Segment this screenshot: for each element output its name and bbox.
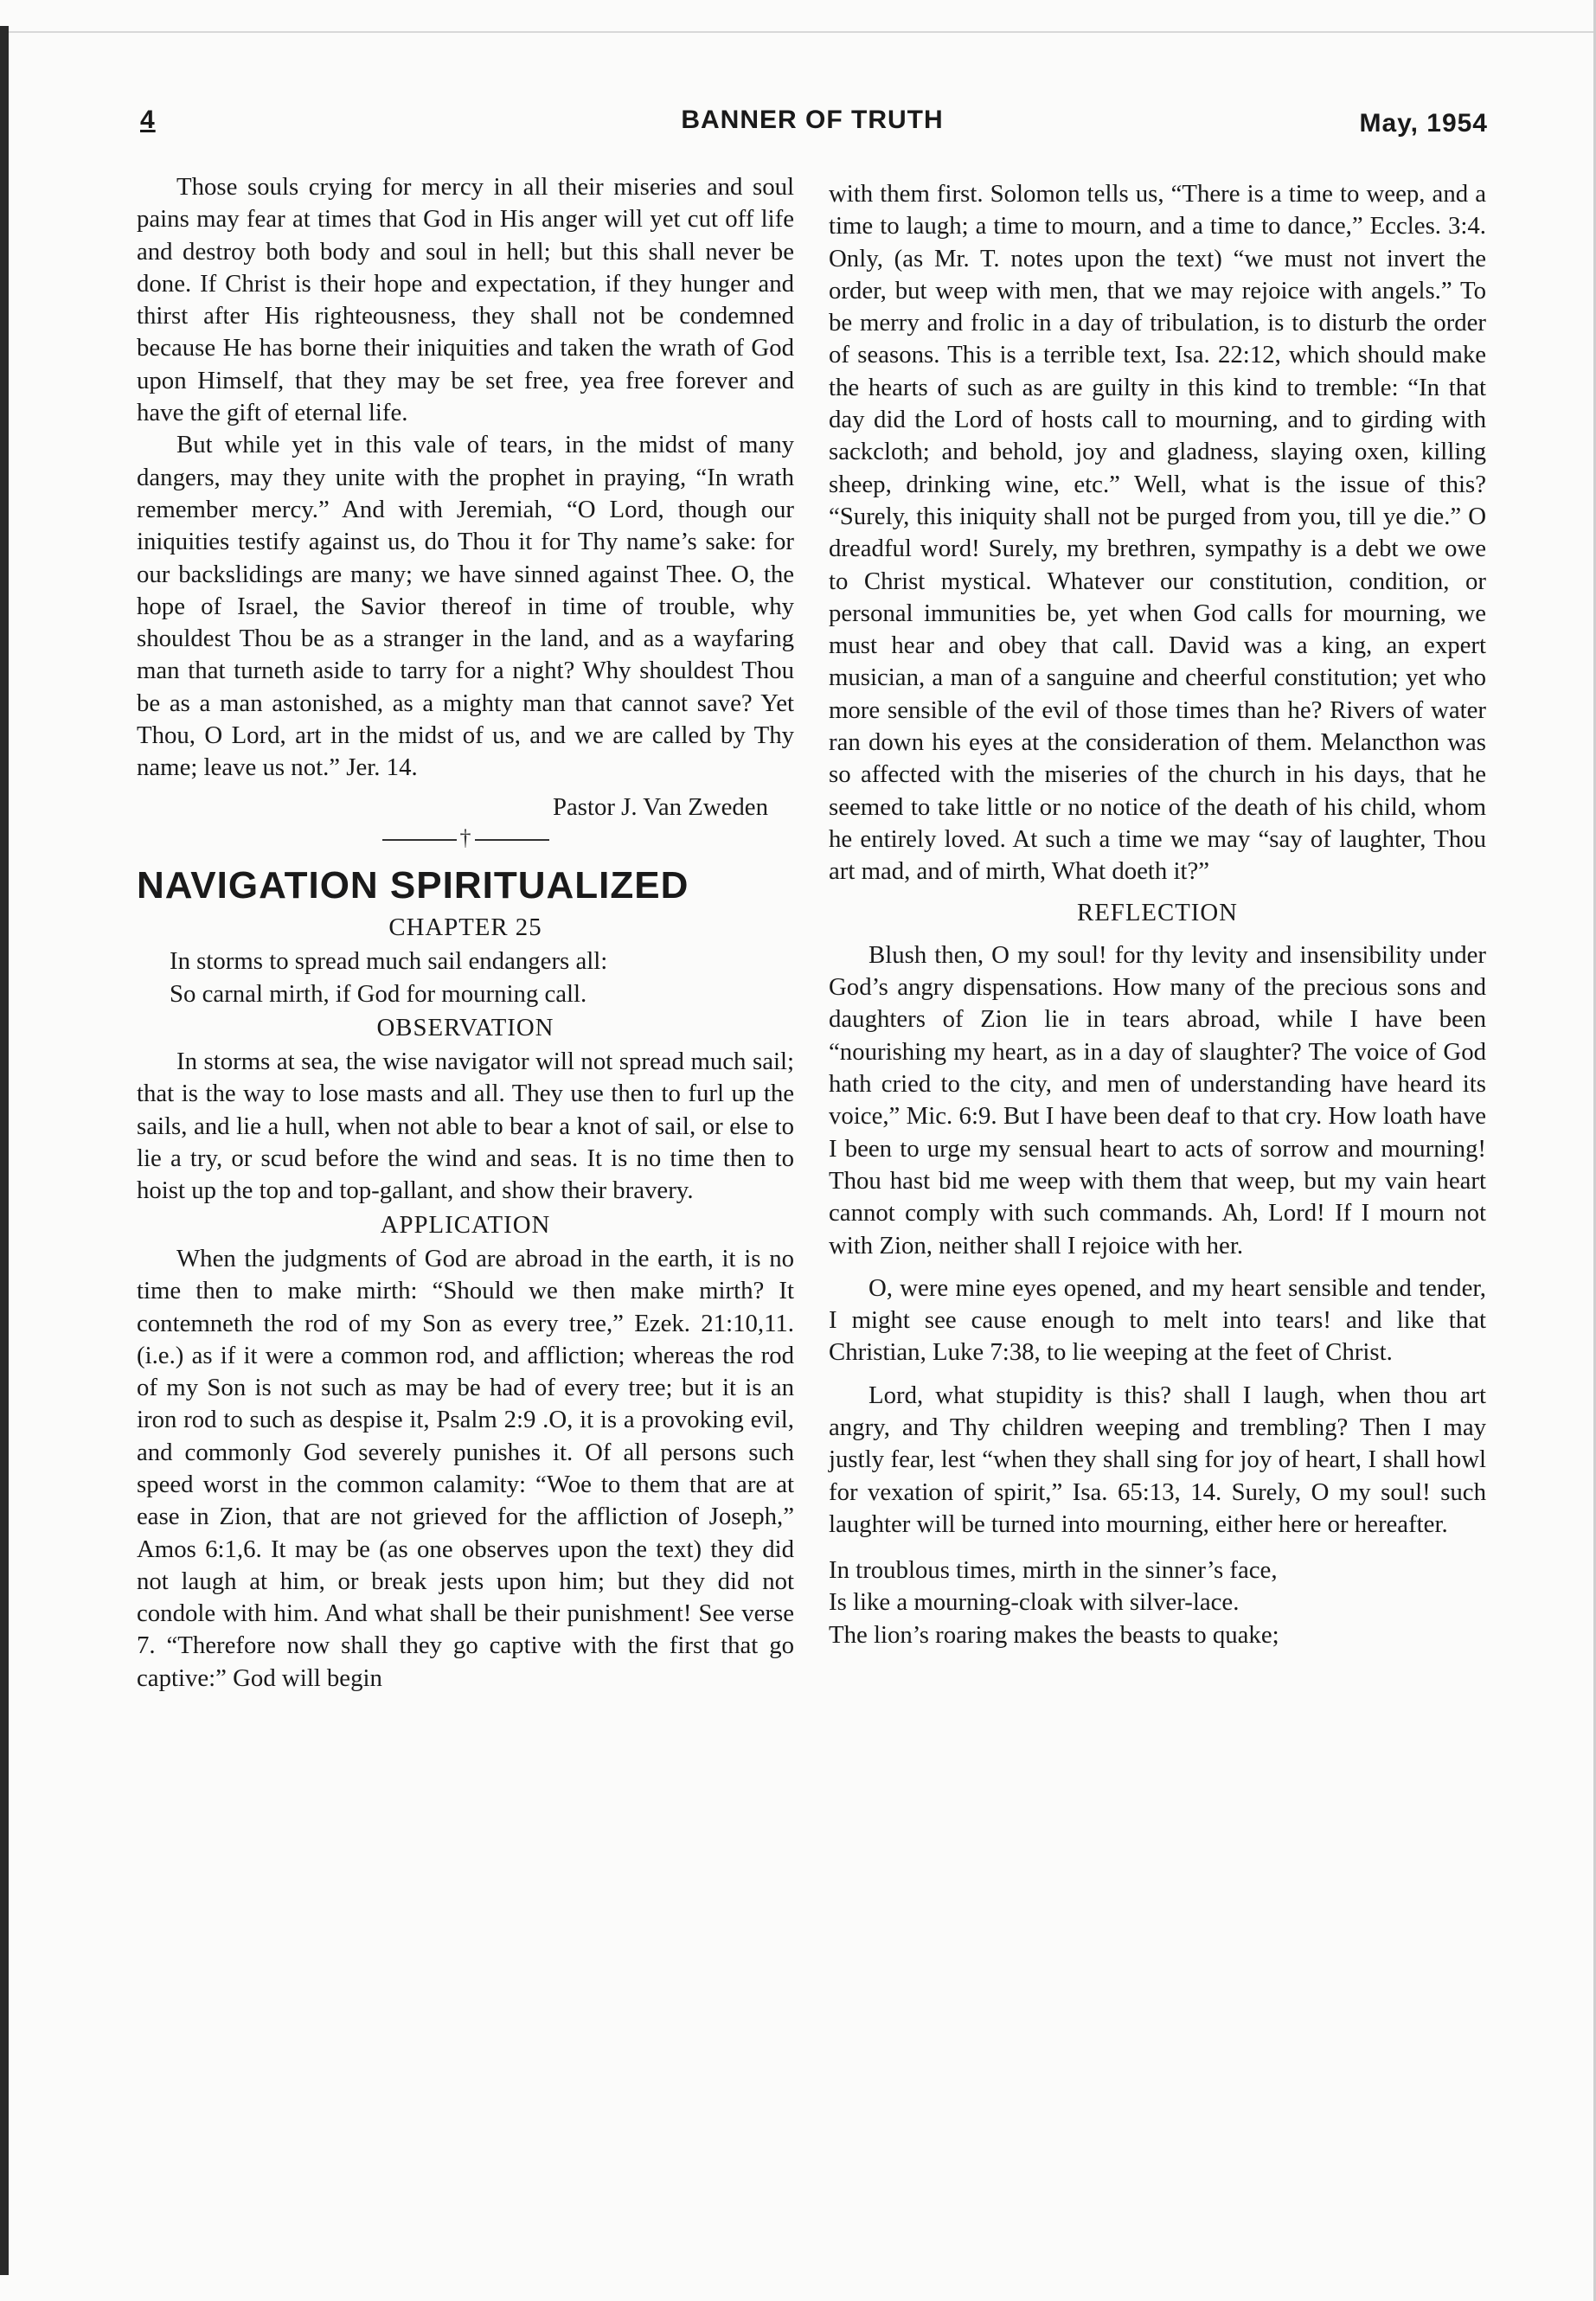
reflection-heading: REFLECTION	[1077, 898, 1238, 926]
closing-poem	[829, 1554, 1486, 1651]
paragraph: O, were mine eyes opened, and my heart sensible and tender, I might see cause enough to melt into tears! and like that Christian, Luke 7:38, to lie weeping at the feet of Christ.	[829, 1273, 1486, 1367]
paragraph: Lord, what stupidity is this? shall I laugh, when thou art angry, and Thy children weeping and trembling? Then I may justly fear, lest “when they shall sing for joy of heart, I shall howl for vexation of spirit,” Isa. 65:13, 14. Surely, O my soul! such laughter will be turned into mourning, either here or hereafter.	[829, 1381, 1486, 1538]
observation-heading: OBSERVATION	[376, 1013, 554, 1042]
paragraph: But while yet in this vale of tears, in the midst of many dangers, may they unite with the prophet in praying, “In wrath remember mercy.” And with Jeremiah, “O Lord, though our iniquities testify against us, do Thou it for Thy name’s sake: for our backslidings are many; we have sinned against Thee. O, the hope of Israel, the Savior thereof in time of trouble, why shouldest Thou be as a stranger in the land, and as a wayfaring man that turneth aside to tarry for a night? Why shouldest Thou be as a man astonished, as a mighty man that cannot save? Yet Thou, O Lord, art in the midst of us, and we are called by Thy name; leave us not.” Jer. 14.	[137, 431, 794, 782]
chapter-verse	[137, 945, 794, 1010]
chapter-heading: CHAPTER 25	[388, 913, 542, 941]
page-number: 4	[140, 106, 156, 134]
running-header	[137, 102, 1488, 140]
verse-line: So carnal mirth, if God for mourning call.	[170, 979, 587, 1008]
divider-rule	[475, 839, 549, 841]
scan-top-edge	[0, 31, 1596, 33]
section-divider	[137, 824, 794, 850]
cross-icon: †	[459, 824, 471, 850]
poem-line: The lion’s roaring makes the beasts to quake;	[829, 1620, 1279, 1649]
application-heading: APPLICATION	[380, 1210, 551, 1239]
divider-rule	[382, 839, 457, 841]
publication-title: BANNER OF TRUTH	[681, 106, 944, 134]
scan-left-edge	[0, 26, 9, 2275]
author-signature: Pastor J. Van Zweden	[552, 792, 768, 821]
page-content	[137, 102, 1488, 2178]
paragraph: When the judgments of God are abroad in the earth, it is no time then to make mirth: “Should we then make mirth? It contemneth the rod of my Son as every tree,” Ezek. 21:10,11. (i.e.) as if it were a common rod, and affliction; whereas the rod of my Son is not such as may be had of every tree; but it is an iron rod to such as despise it, Psalm 2:9 .O, it is a provoking evil, and commonly God severely punishes it. Of all persons such speed worst in the common calamity: “Woe to them that are at ease in Zion, that are not grieved for the affliction of Joseph,” Amos 6:1,6. It may be (as one observes upon the text) they did not laugh at him, or break jests upon him; but they did not condole with him. And what shall be their punishment! See verse 7. “Therefore now shall they go captive with the first that go captive:” God will begin	[137, 1244, 794, 1692]
paragraph: Blush then, O my soul! for thy levity and insensibility under God’s angry dispensations. How many of the precious sons and daughters of Zion lie in tears abroad, while I have been “nourishing my heart, as in a day of slaughter? The voice of God hath cried to the city, and men of understanding have heard its voice,” Mic. 6:9. But I have been deaf to that cry. How loath have I been to urge my sensual heart to acts of sorrow and mourning! Thou hast bid me weep with them that weep, but my vain heart cannot comply with such commands. Ah, Lord! If I mourn not with Zion, neither shall I rejoice with her.	[829, 940, 1486, 1259]
left-column	[137, 171, 794, 1695]
verse-line: In storms to spread much sail endangers all:	[170, 947, 608, 976]
poem-line: In troublous times, mirth in the sinner’s face,	[829, 1556, 1278, 1585]
paragraph: In storms at sea, the wise navigator will not spread much sail; that is the way to lose masts and all. They use then to furl up the sails, and lie a hull, when not able to bear a knot of sail, or else to lie a try, or scud before the wind and seas. It is no time then to hoist up the top and top-gallant, and show their bravery.	[137, 1048, 794, 1205]
paragraph: Those souls crying for mercy in all their miseries and soul pains may fear at times that God in His anger will yet cut off life and destroy both body and soul in hell; but this shall never be done. If Christ is their hope and expectation, if they hunger and thirst after His righteousness, they shall not be condemned because He has borne their iniquities and taken the wrath of God upon Himself, that they may be set free, yea free forever and have the gift of eternal life.	[137, 173, 794, 427]
right-column	[829, 178, 1486, 1651]
poem-line: Is like a mourning-cloak with silver-lace.	[829, 1588, 1240, 1617]
issue-date: May, 1954	[1359, 109, 1488, 138]
paragraph: with them first. Solomon tells us, “There is a time to weep, and a time to laugh; a time to mourn, and a time to dance,” Eccles. 3:4. Only, (as Mr. T. notes upon the text) “we must not invert the order, but weep with men, that we may rejoice with angels.” To be merry and frolic in a day of tribulation, is to disturb the order of seasons. This is a terrible text, Isa. 22:12, which should make the hearts of such as are guilty in this kind to tremble: “In that day did the Lord of hosts call to mourning, and to girding with sackcloth; and behold, joy and gladness, slaying oxen, killing sheep, drinking wine, etc.” Well, what is the issue of this? “Surely, this iniquity shall not be purged from you, till ye die.” O dreadful word! Surely, my brethren, sympathy is a debt we owe to Christ mystical. Whatever our constitution, condition, or personal immunities be, yet when God calls for mourning, we must hear and obey that call. David was a king, an expert musician, a man of a sanguine and cheerful constitution; yet who more sensible of the evil of those times than he? Rivers of water ran down his eyes at the consideration of them. Melancthon was so affected with the miseries of the church in his days, that he seemed to take little or no notice of the death of his child, whom he entirely loved. At such a time we may “say of laughter, Thou art mad, and of mirth, What doeth it?”	[829, 180, 1486, 886]
article-title: NAVIGATION SPIRITUALIZED	[137, 863, 689, 907]
